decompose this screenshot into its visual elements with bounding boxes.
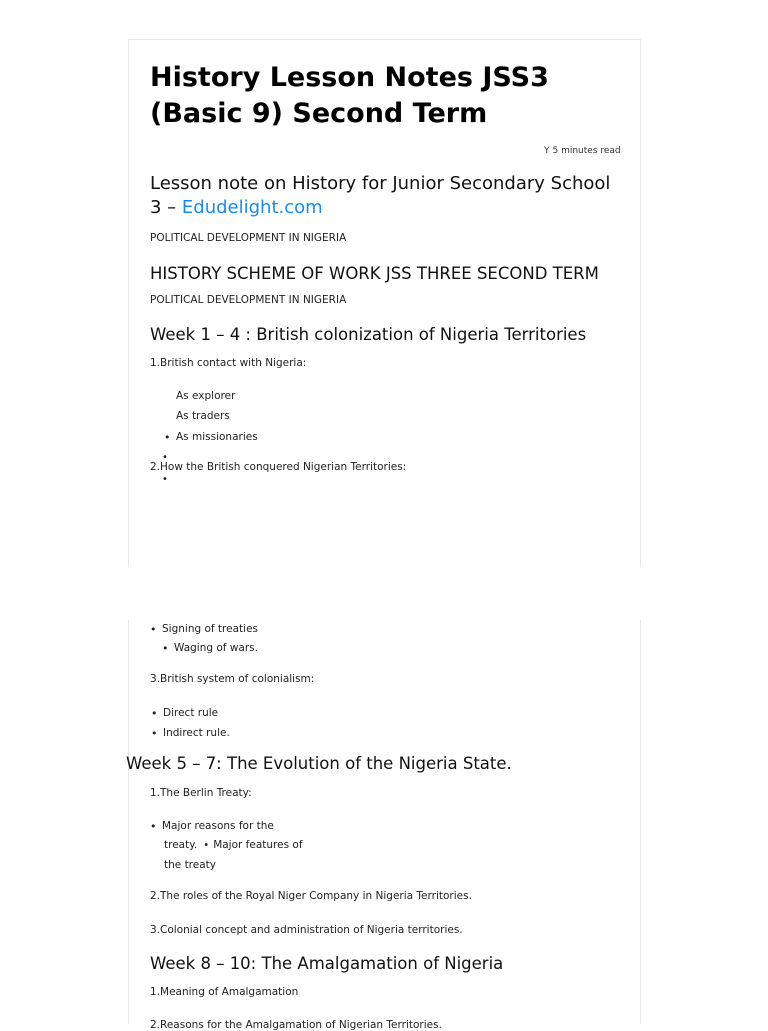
lead-text: Lesson note on History for Junior Secondary School 3 – — [150, 173, 611, 218]
week-1-4-heading: Week 1 – 4 : British colonization of Nigeria Territories — [150, 325, 587, 344]
read-time — [544, 146, 621, 156]
rnc-item: 2.The roles of the Royal Niger Company in Nigeria Territories. — [150, 890, 472, 902]
scheme-heading: HISTORY SCHEME OF WORK JSS THREE SECOND TERM — [150, 264, 599, 283]
conquer-item: 2.How the British conquered Nigerian Territories: — [150, 461, 407, 473]
colonial-item: 3.Colonial concept and administration of Nigeria territories. — [150, 924, 463, 936]
list-item: the treaty — [164, 859, 216, 871]
week-8-10-heading: Week 8 – 10: The Amalgamation of Nigeria — [150, 954, 504, 973]
bullet-marker: • — [162, 474, 168, 485]
list-item: • Indirect rule. — [163, 727, 230, 739]
berlin-line-2a: treaty. — [164, 839, 198, 851]
lead-paragraph — [150, 172, 620, 220]
list-item: As explorer — [176, 390, 236, 402]
bullet-marker: • — [203, 840, 210, 851]
list-item: • Waging of wars. — [174, 642, 258, 654]
edudelight-link[interactable]: Edudelight.com — [181, 197, 323, 218]
list-item: • As missionaries — [176, 431, 258, 443]
subtitle-political-2: POLITICAL DEVELOPMENT IN NIGERIA — [150, 294, 347, 306]
list-item: • Direct rule — [163, 707, 218, 719]
article-title: History Lesson Notes JSS3 (Basic 9) Second Term — [150, 62, 549, 129]
amalgamation-meaning-item: 1.Meaning of Amalgamation — [150, 986, 299, 998]
contact-item: 1.British contact with Nigeria: — [150, 357, 307, 369]
read-time-label: 5 minutes read — [552, 146, 621, 156]
list-item: As traders — [176, 410, 230, 422]
list-item: • Signing of treaties — [162, 623, 258, 635]
week-5-7-heading: Week 5 – 7: The Evolution of the Nigeria State. — [126, 754, 512, 773]
list-item — [164, 839, 303, 851]
berlin-line-2b: Major features of — [213, 839, 303, 851]
subtitle-political-1: POLITICAL DEVELOPMENT IN NIGERIA — [150, 232, 347, 244]
berlin-item: 1.The Berlin Treaty: — [150, 787, 252, 799]
system-item: 3.British system of colonialism: — [150, 673, 315, 685]
clock-icon: Y — [544, 146, 550, 156]
list-item: • Major reasons for the — [162, 820, 274, 832]
bullet-marker: • — [162, 452, 168, 463]
amalgamation-reasons-item: 2.Reasons for the Amalgamation of Nigerian Territories. — [150, 1019, 442, 1031]
